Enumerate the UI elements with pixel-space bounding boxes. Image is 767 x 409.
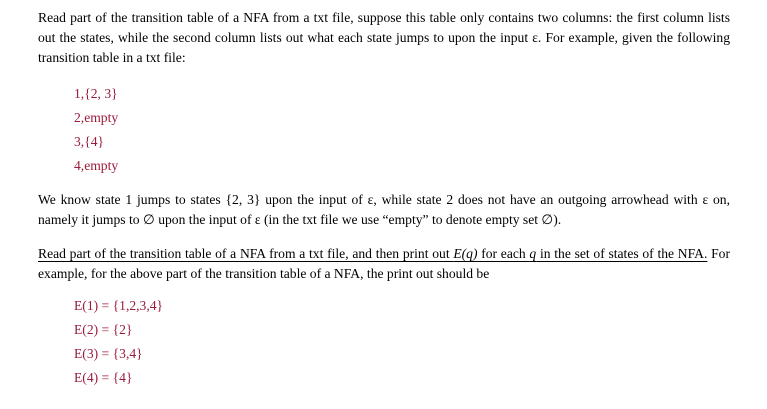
output-line-2: E(2) = {2} xyxy=(74,322,133,337)
task-highlight: Read part of the transition table of a NFA from a txt file, and then print out E(q) for each q in the set of states of the NFA. xyxy=(38,246,708,261)
output-line-1: E(1) = {1,2,3,4} xyxy=(74,298,164,313)
table-line-3: 3,{4} xyxy=(74,134,105,149)
table-line-1: 1,{2, 3} xyxy=(74,86,118,101)
table-line-2: 2,empty xyxy=(74,110,119,125)
state-symbol: q xyxy=(529,246,537,261)
output-line-3: E(3) = {3,4} xyxy=(74,346,143,361)
table-line-4: 4,empty xyxy=(74,158,119,173)
explanation-paragraph: We know state 1 jumps to states {2, 3} upon the input of ε, while state 2 does not have an outgoing arrowhead with ε on, namely it jumps to ∅ upon the input of ε (in the txt file we use “empty” to denote empty set ∅). xyxy=(38,192,730,227)
closure-symbol: E(q) xyxy=(453,246,478,261)
problem-description: Read part of the transition table of a NFA from a txt file, suppose this table only contains two columns: the first column lists out the states, while the second column lists out what each state jumps to upon the input ε. For example, given the following transition table in a txt file: xyxy=(38,10,730,65)
task-paragraph: Read part of the transition table of a NFA from a txt file, and then print out E(q) for each q in the set of states of the NFA. For example, for the above part of the transition table of a NFA, the print out should be xyxy=(38,246,730,281)
output-line-4: E(4) = {4} xyxy=(74,370,133,385)
